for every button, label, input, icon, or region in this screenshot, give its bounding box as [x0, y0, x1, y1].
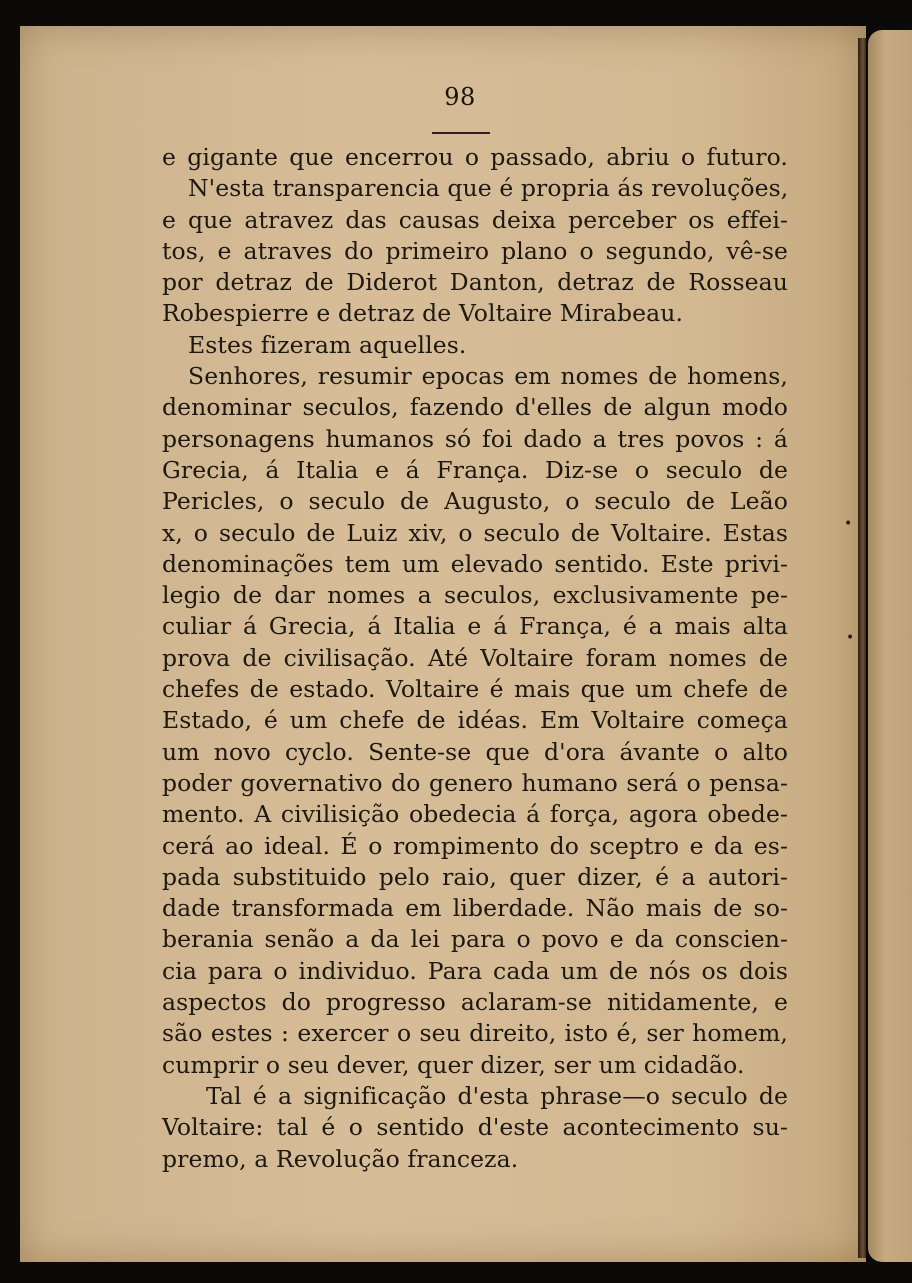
text-line-29: são estes : exercer o seu direito, isto é, ser homem, [162, 1019, 788, 1048]
text-line-26: berania senão a da lei para o povo e da conscien- [162, 925, 788, 954]
text-line-20: um novo cyclo. Sente-se que d'ora ávante o alto [162, 737, 788, 766]
next-page-edge [868, 30, 912, 1262]
text-line-10: personagens humanos só foi dado a tres povos : á [162, 424, 788, 453]
text-line-22: mento. A civilisição obedecia á força, agora obede- [162, 800, 788, 829]
text-line-24: pada substituido pelo raio, quer dizer, é a autori- [162, 862, 788, 891]
body-text [162, 142, 788, 1175]
text-line-14: denominações tem um elevado sentido. Este privi- [162, 549, 788, 578]
text-line-17: prova de civilisação. Até Voltaire foram nomes de [162, 643, 788, 672]
book-spine [858, 38, 866, 1258]
header-rule [432, 132, 490, 134]
text-line-33: premo, a Revolução franceza. [162, 1144, 519, 1173]
text-line-31: Tal é a significação d'esta phrase—o seculo de [206, 1081, 788, 1110]
text-line-7: Estes fizeram aquelles. [188, 330, 467, 359]
ink-speck: • [844, 516, 853, 532]
text-line-28: aspectos do progresso aclaram-se nitidamente, e [162, 988, 788, 1017]
text-line-30: cumprir o seu dever, quer dizer, ser um cidadão. [162, 1050, 745, 1079]
text-line-16: culiar á Grecia, á Italia e á França, é a mais alta [162, 612, 788, 641]
text-line-32: Voltaire: tal é o sentido d'este acontecimento su- [162, 1113, 788, 1142]
text-line-27: cia para o individuo. Para cada um de nós os dois [162, 956, 788, 985]
ink-speck: • [846, 630, 855, 646]
text-line-1: e gigante que encerrou o passado, abriu o futuro. [162, 143, 788, 171]
text-line-11: Grecia, á Italia e á França. Diz-se o seculo de [162, 455, 788, 484]
text-line-18: chefes de estado. Voltaire é mais que um chefe de [162, 675, 788, 704]
text-line-19: Estado, é um chefe de idéas. Em Voltaire começa [162, 706, 788, 735]
text-line-4: tos, e atraves do primeiro plano o segundo, vê-se [162, 236, 788, 265]
text-line-6: Robespierre e detraz de Voltaire Mirabeau. [162, 299, 684, 328]
text-line-23: cerá ao ideal. É o rompimento do sceptro e da es- [162, 831, 788, 860]
text-line-2: N'esta transparencia que é propria ás revoluções, [188, 174, 789, 203]
text-line-3: e que atravez das causas deixa perceber os effei- [162, 205, 788, 234]
text-line-15: legio de dar nomes a seculos, exclusivamente pe- [162, 581, 788, 610]
text-line-5: por detraz de Diderot Danton, detraz de Rosseau [162, 268, 788, 297]
page-number: 98 [444, 83, 476, 111]
text-line-8: Senhores, resumir epocas em nomes de homens, [188, 362, 788, 391]
text-line-25: dade transformada em liberdade. Não mais de so- [162, 894, 788, 923]
text-line-12: Pericles, o seculo de Augusto, o seculo de Leão [162, 487, 788, 516]
text-line-13: x, o seculo de Luiz xiv, o seculo de Voltaire. Estas [162, 518, 788, 547]
text-line-21: poder governativo do genero humano será o pensa- [162, 768, 788, 797]
text-line-9: denominar seculos, fazendo d'elles de algun modo [162, 393, 788, 422]
